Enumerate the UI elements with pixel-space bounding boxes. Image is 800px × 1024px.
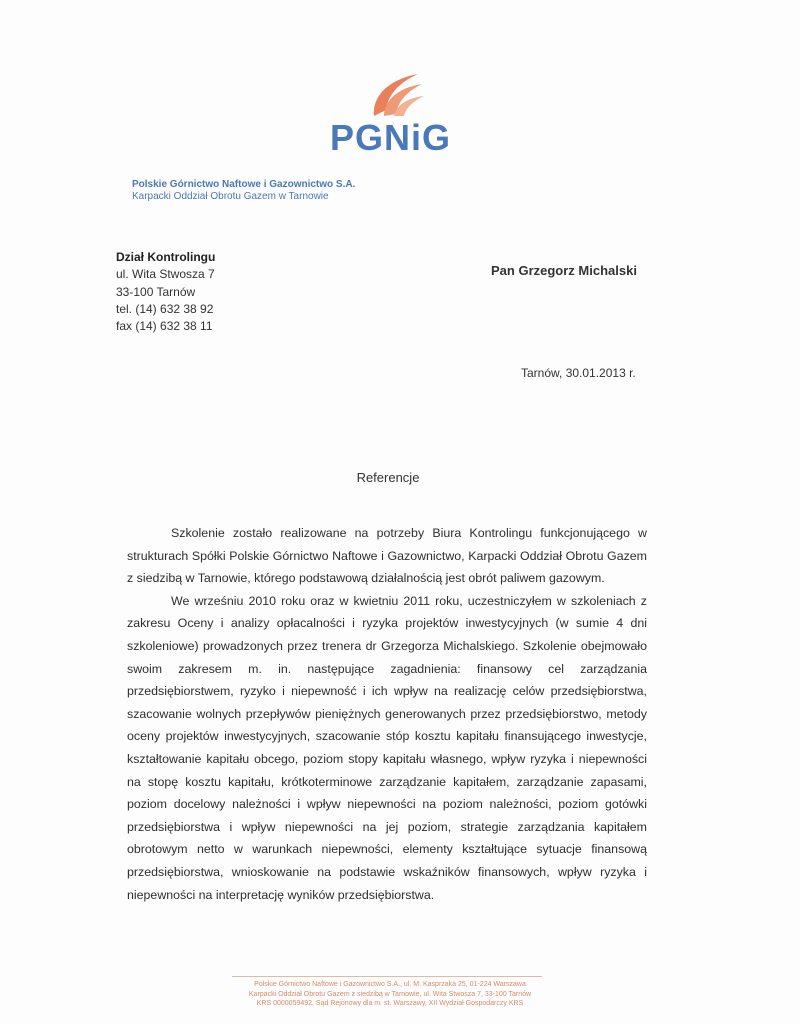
body-paragraph-1: Szkolenie zostało realizowane na potrzeby Biura Kontrolingu funkcjonującego w strukturach Spółki Polskie Górnictwo Naftowe i Gazownictwo, Karpacki Oddział Obrotu Gazem z siedzibą w Tarnowie, którego podstawową działalnością jest obrót paliwem gazowym.	[127, 526, 647, 586]
letter-title: Referencje	[356, 470, 420, 485]
footer-line-1: Polskie Górnictwo Naftowe i Gazownictwo S.A., ul. M. Kasprzaka 25, 01-224 Warszawa	[254, 981, 526, 988]
body-paragraph-2: We wrześniu 2010 roku oraz w kwietniu 2011 roku, uczestniczyłem w szkoleniach z zakresu Oceny i analizy opłacalności i ryzyka projektów inwestycyjnych (w sumie 4 dni szkoleniowe) prowadzonych przez trenera dr Grzegorza Michalskiego. Szkolenie obejmowało swoim zakresem m. in. następujące zagadnienia: finansowy cel zarządzania przedsiębiorstwem, ryzyko i niepewność i ich wpływ na realizację celów przedsiębiorstwa, szacowanie wolnych przepływów pieniężnych generowanych przez przedsiębiorstwo, metody oceny projektów inwestycyjnych, szacowanie stóp kosztu kapitału finansującego inwestycje, kształtowanie kapitału obcego, poziom stopy kapitału własnego, wpływ ryzyka i niepewności na stopę kosztu kapitału, krótkoterminowe zarządzanie kapitałem, zarządzanie zapasami, poziom docelowy należności i wpływ niepewności na poziom należności, poziom gotówki przedsiębiorstwa i wpływ niepewności na jej poziom, strategie zarządzania kapitałem obrotowym netto w warunkach niepewności, elementy kształtujące sytuacje finansową przedsiębiorstwa, wnioskowanie na podstawie wskaźników finansowych, wpływ ryzyka i niepewności na interpretację wyników przedsiębiorstwa.	[127, 593, 647, 902]
recipient-name: Pan Grzegorz Michalski	[491, 263, 637, 278]
sender-fax: fax (14) 632 38 11	[116, 319, 213, 334]
footer-line-2: Karpacki Oddział Obrotu Gazem z siedzibą w Tarnowie, ul. Wita Stwosza 7, 33-100 Tarnów	[248, 990, 532, 998]
sender-tel: tel. (14) 632 38 92	[116, 301, 214, 316]
sender-street: ul. Wita Stwosza 7	[116, 267, 215, 282]
pgnig-flame-logo-icon	[366, 70, 426, 122]
letter-body	[127, 522, 647, 906]
footer-divider	[232, 976, 542, 977]
sender-city: 33-100 Tarnów	[116, 284, 196, 299]
footer	[200, 980, 580, 1009]
sender-address-block	[116, 249, 215, 335]
pgnig-logo-text: PGNiG	[330, 117, 452, 158]
company-header	[132, 179, 355, 203]
footer-line-3: KRS 0000059492, Sąd Rejonowy dla m. st. Warszawy, XII Wydział Gospodarczy KRS	[256, 1000, 524, 1007]
company-branch: Karpacki Oddział Obrotu Gazem w Tarnowie	[132, 191, 329, 202]
company-name: Polskie Górnictwo Naftowe i Gazownictwo S.A.	[132, 179, 356, 190]
letter-date: Tarnów, 30.01.2013 r.	[521, 366, 636, 380]
sender-department: Dział Kontrolingu	[116, 250, 216, 264]
